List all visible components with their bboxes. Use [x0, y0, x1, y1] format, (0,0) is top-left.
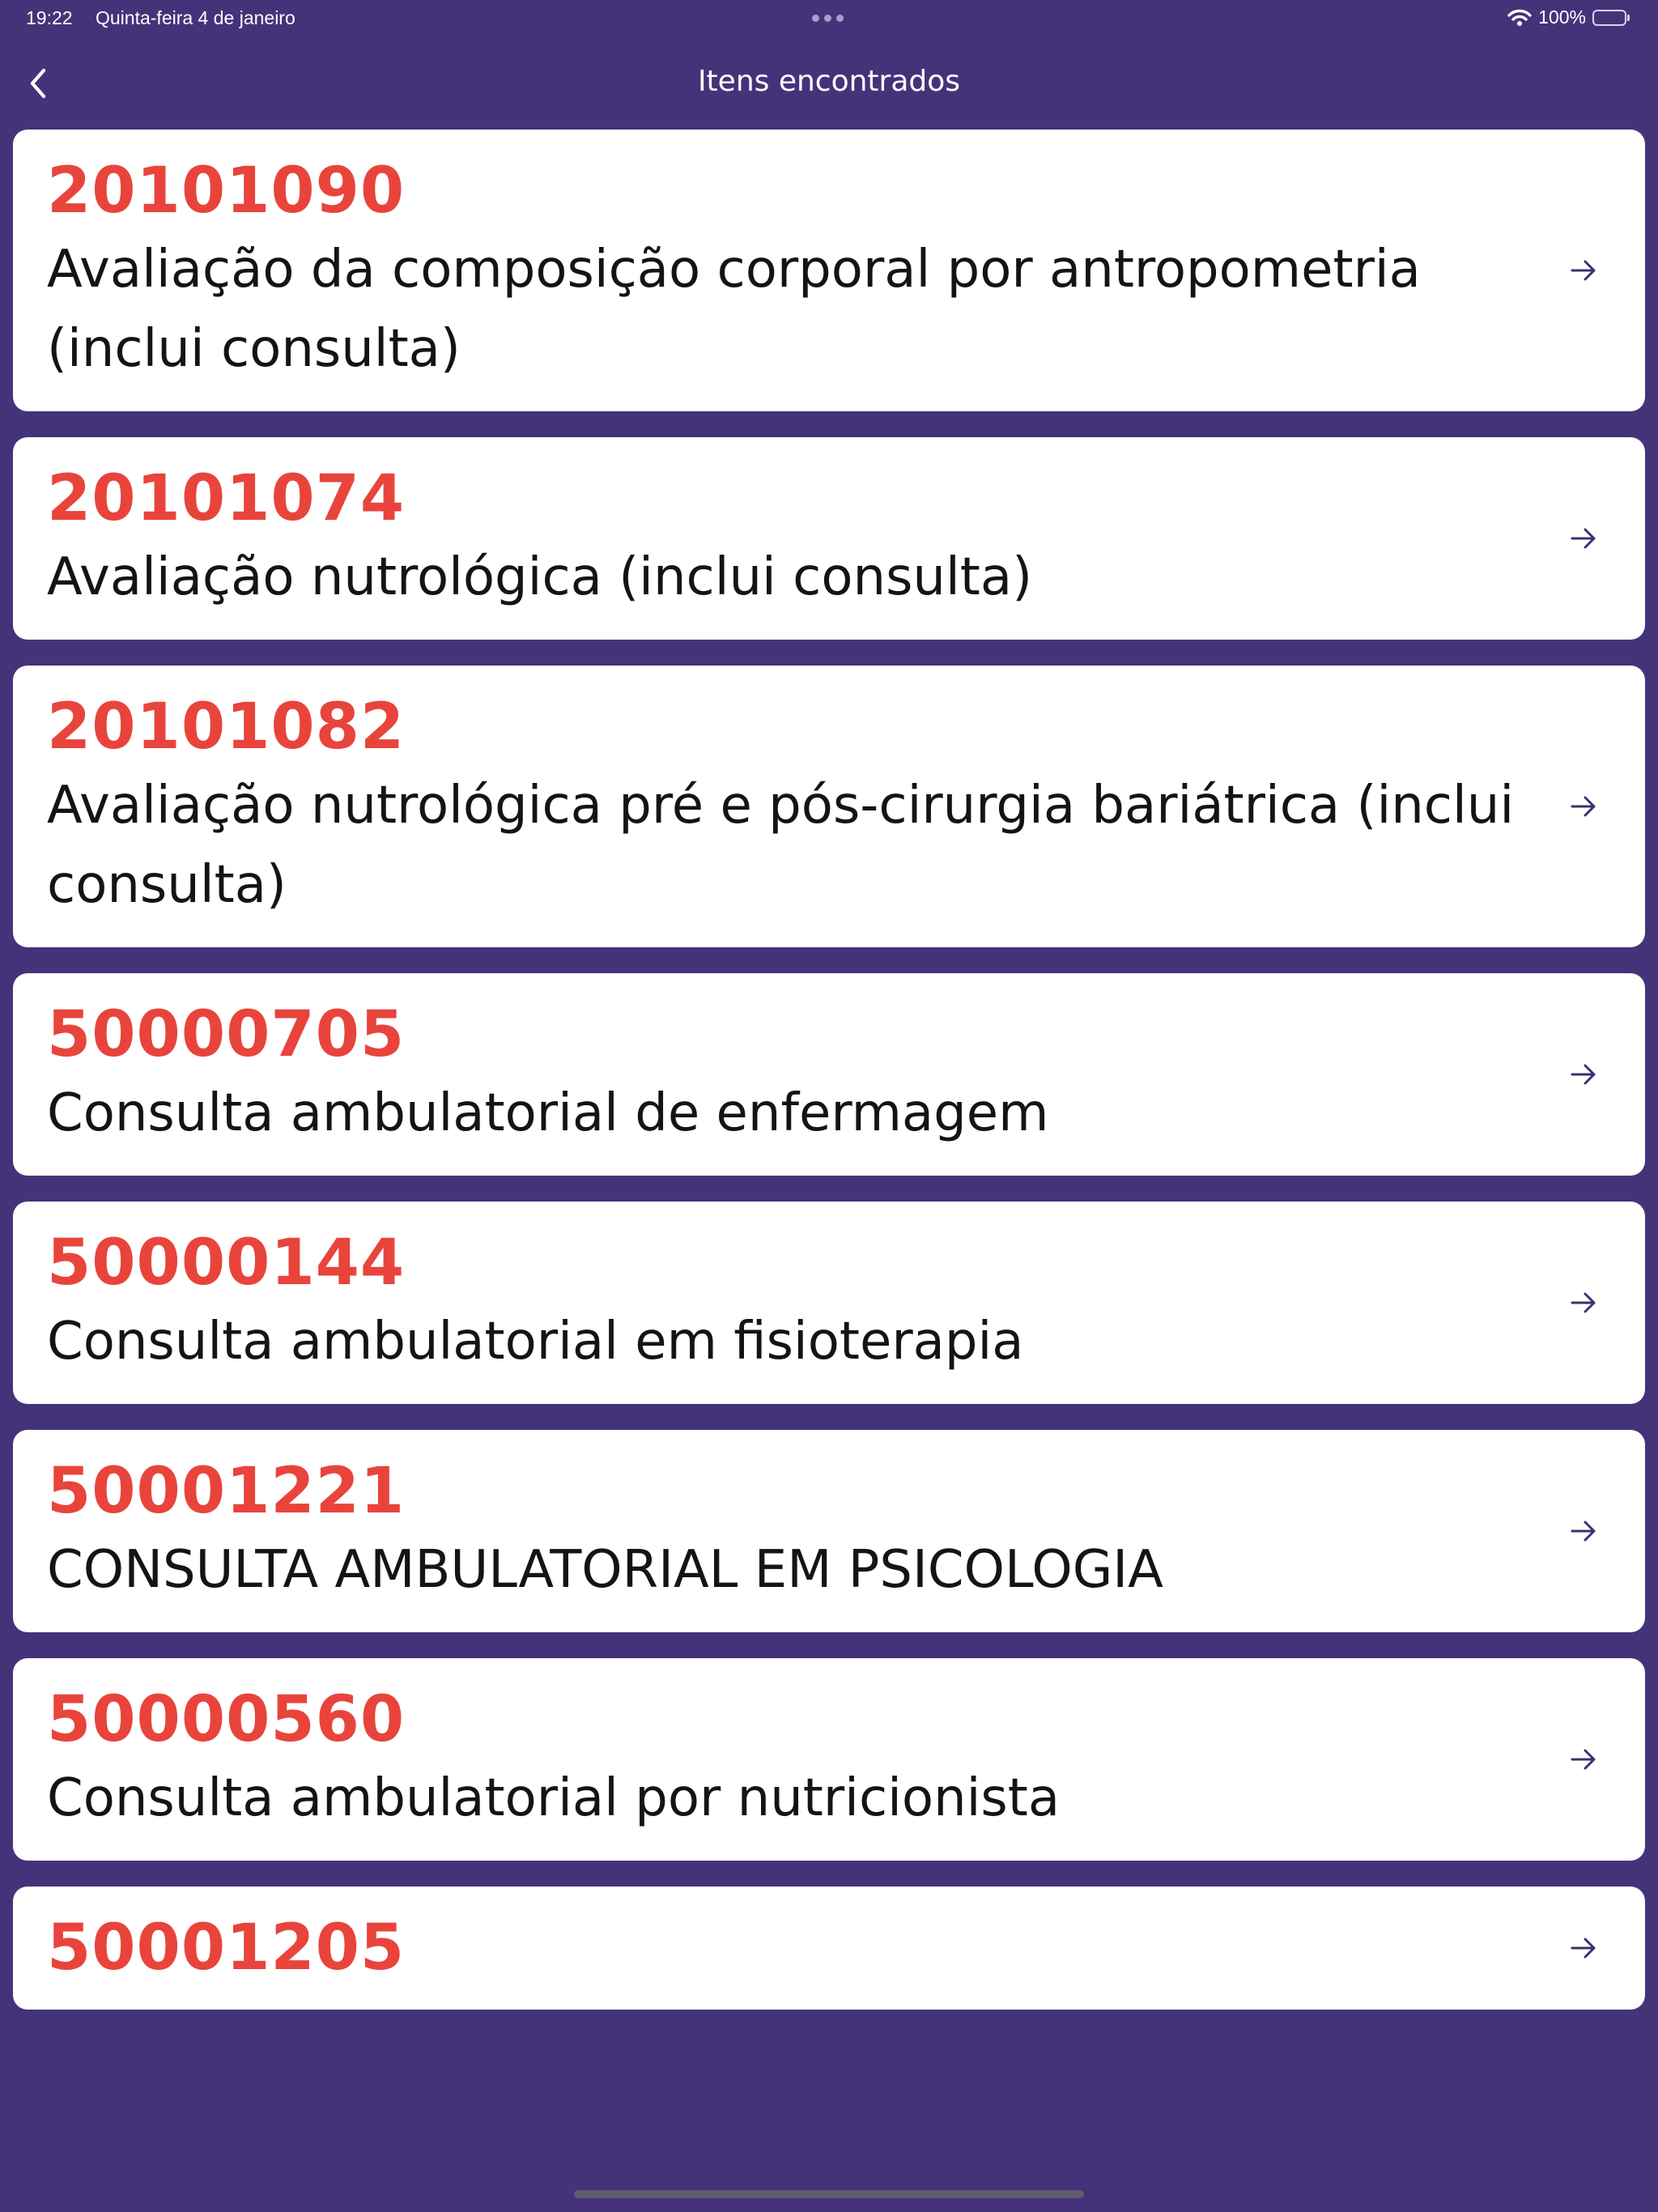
status-bar [0, 0, 1658, 39]
battery-icon [1592, 10, 1630, 26]
list-item[interactable] [13, 437, 1645, 640]
item-description: Consulta ambulatorial de enfermagem [47, 1083, 1049, 1143]
arrow-right-icon [1567, 1932, 1600, 1964]
arrow-right-icon [1567, 1058, 1600, 1091]
item-code: 20101074 [47, 462, 406, 535]
item-code: 20101090 [47, 155, 406, 228]
list-item[interactable] [13, 666, 1645, 947]
list-item[interactable] [13, 973, 1645, 1176]
arrow-right-icon [1567, 1515, 1600, 1547]
results-list[interactable] [13, 130, 1645, 2131]
item-code: 50000144 [47, 1227, 406, 1300]
list-item[interactable] [13, 1430, 1645, 1632]
page-title: Itens encontrados [697, 65, 961, 98]
item-code: 50000705 [47, 998, 406, 1071]
item-code: 20101082 [47, 691, 406, 764]
item-code: 50000560 [47, 1683, 406, 1756]
list-item[interactable] [13, 1887, 1645, 2010]
status-time: 19:22 [26, 7, 73, 28]
list-item[interactable] [13, 130, 1645, 411]
list-item[interactable] [13, 1658, 1645, 1861]
arrow-right-icon [1567, 1743, 1600, 1776]
item-description: Consulta ambulatorial por nutricionista [47, 1768, 1061, 1828]
item-description: Avaliação nutrológica pré e pós-cirurgia bariátrica (inclui consulta) [47, 776, 1515, 915]
battery-percentage: 100% [1538, 6, 1586, 28]
arrow-right-icon [1567, 254, 1600, 287]
status-indicators [1507, 6, 1630, 28]
multitasking-dots-icon[interactable] [812, 15, 844, 22]
arrow-right-icon [1567, 1287, 1600, 1319]
navigation-bar [0, 49, 1658, 118]
item-code: 50001221 [47, 1455, 406, 1528]
item-description: CONSULTA AMBULATORIAL EM PSICOLOGIA [47, 1540, 1163, 1600]
item-description: Avaliação nutrológica (inclui consulta) [47, 547, 1033, 607]
list-item[interactable] [13, 1202, 1645, 1404]
status-date: Quinta-feira 4 de janeiro [96, 7, 295, 28]
arrow-right-icon [1567, 790, 1600, 823]
item-code: 50001205 [47, 1912, 406, 1984]
item-description: Avaliação da composição corporal por antropometria (inclui consulta) [47, 240, 1421, 379]
wifi-icon [1507, 9, 1532, 27]
home-indicator[interactable] [574, 2190, 1084, 2198]
arrow-right-icon [1567, 522, 1600, 555]
item-description: Consulta ambulatorial em fisioterapia [47, 1312, 1024, 1372]
